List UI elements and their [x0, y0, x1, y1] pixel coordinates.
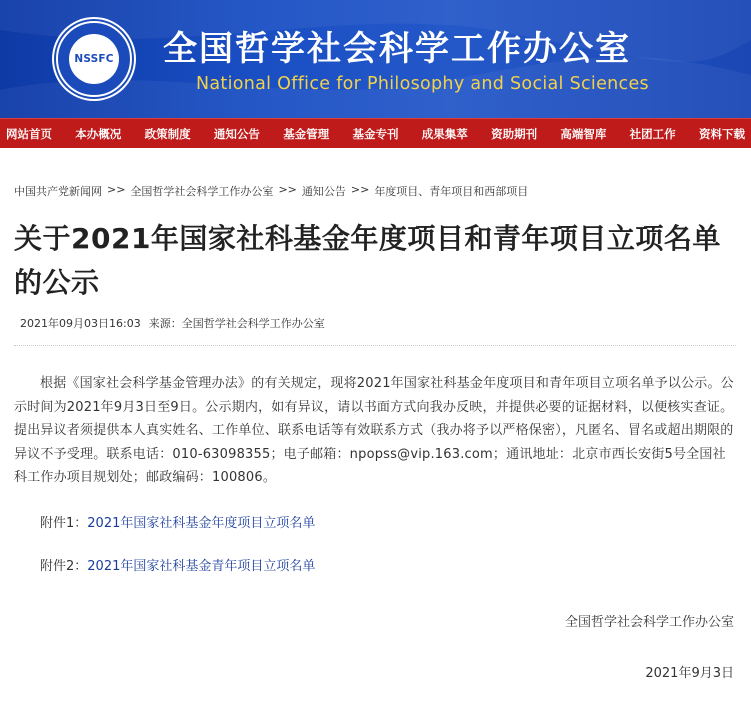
breadcrumb: [14, 183, 736, 199]
attachment-2-link[interactable]: 2021年国家社科基金青年项目立项名单: [87, 558, 316, 574]
attachment-1: [14, 512, 736, 531]
article-body: 根据《国家社会科学基金管理办法》的有关规定，现将2021年国家社科基金年度项目和青年项目立项名单予以公示。公示时间为2021年9月3日至9日。公示期内，如有异议，请以书面方式向我办反映，并提供必要的证据材料，以便核实查证。提出异议者须提供本人真实姓名、工作单位、联系电话等有效联系方式（我办将予以严格保密），凡匿名、冒名或超出期限的异议不予受理。联系电话：010-63098355；电子邮箱：npopss@vip.163.com；通讯地址：北京市西长安街5号全国社科工作办项目规划处；邮政编码：100806。: [14, 376, 734, 485]
breadcrumb-separator: >>: [350, 183, 370, 196]
article-content: [0, 183, 751, 681]
site-title: 全国哲学社会科学工作办公室: [163, 29, 631, 69]
nav-item-think-tanks[interactable]: 高端智库: [560, 126, 607, 141]
nav-item-home[interactable]: 网站首页: [6, 126, 52, 141]
nav-item-associations[interactable]: 社团工作: [629, 126, 676, 141]
breadcrumb-link-people[interactable]: 中国共产党新闻网: [14, 185, 102, 198]
article-date: 2021年9月3日: [645, 665, 734, 681]
breadcrumb-separator: >>: [278, 183, 297, 196]
attachment-1-link[interactable]: 2021年国家社科基金年度项目立项名单: [87, 515, 316, 531]
nav-item-about[interactable]: 本办概况: [75, 126, 122, 141]
main-nav: [0, 118, 751, 148]
article-datetime: 2021年09月03日16:03: [20, 317, 141, 330]
nav-item-notices[interactable]: 通知公告: [213, 126, 260, 141]
nav-item-policy[interactable]: 政策制度: [144, 126, 191, 141]
article-title: 关于2021年国家社科基金年度项目和青年项目立项名单的公示: [14, 222, 721, 299]
breadcrumb-link-projects[interactable]: 年度项目、青年项目和西部项目: [374, 185, 529, 198]
nssfc-logo[interactable]: [52, 17, 136, 101]
divider: [14, 345, 736, 346]
logo-text: NSSFC: [74, 53, 114, 65]
article-signature: 全国哲学社会科学工作办公室: [564, 614, 734, 630]
site-subtitle: National Office for Philosophy and Social Sciences: [196, 74, 649, 94]
nav-item-achievements[interactable]: 成果集萃: [421, 126, 468, 141]
attachment-2-prefix: 附件2：: [40, 558, 88, 574]
breadcrumb-link-office[interactable]: 全国哲学社会科学工作办公室: [130, 185, 274, 198]
nav-item-downloads[interactable]: 资料下载: [698, 126, 745, 141]
attachment-1-prefix: 附件1：: [40, 515, 88, 531]
nav-item-fund-journal[interactable]: 基金专刊: [352, 126, 399, 141]
article-meta: [20, 315, 736, 331]
breadcrumb-separator: >>: [107, 183, 126, 196]
logo-ring: [56, 21, 132, 97]
nav-item-fund-management[interactable]: 基金管理: [283, 126, 330, 141]
attachment-2: [14, 555, 736, 574]
breadcrumb-link-notices[interactable]: 通知公告: [301, 185, 346, 198]
nav-item-funded-journals[interactable]: 资助期刊: [491, 126, 538, 141]
logo-core: [69, 34, 119, 84]
article-source: 来源：全国哲学社会科学工作办公室: [148, 317, 325, 330]
header-banner: [0, 0, 751, 118]
